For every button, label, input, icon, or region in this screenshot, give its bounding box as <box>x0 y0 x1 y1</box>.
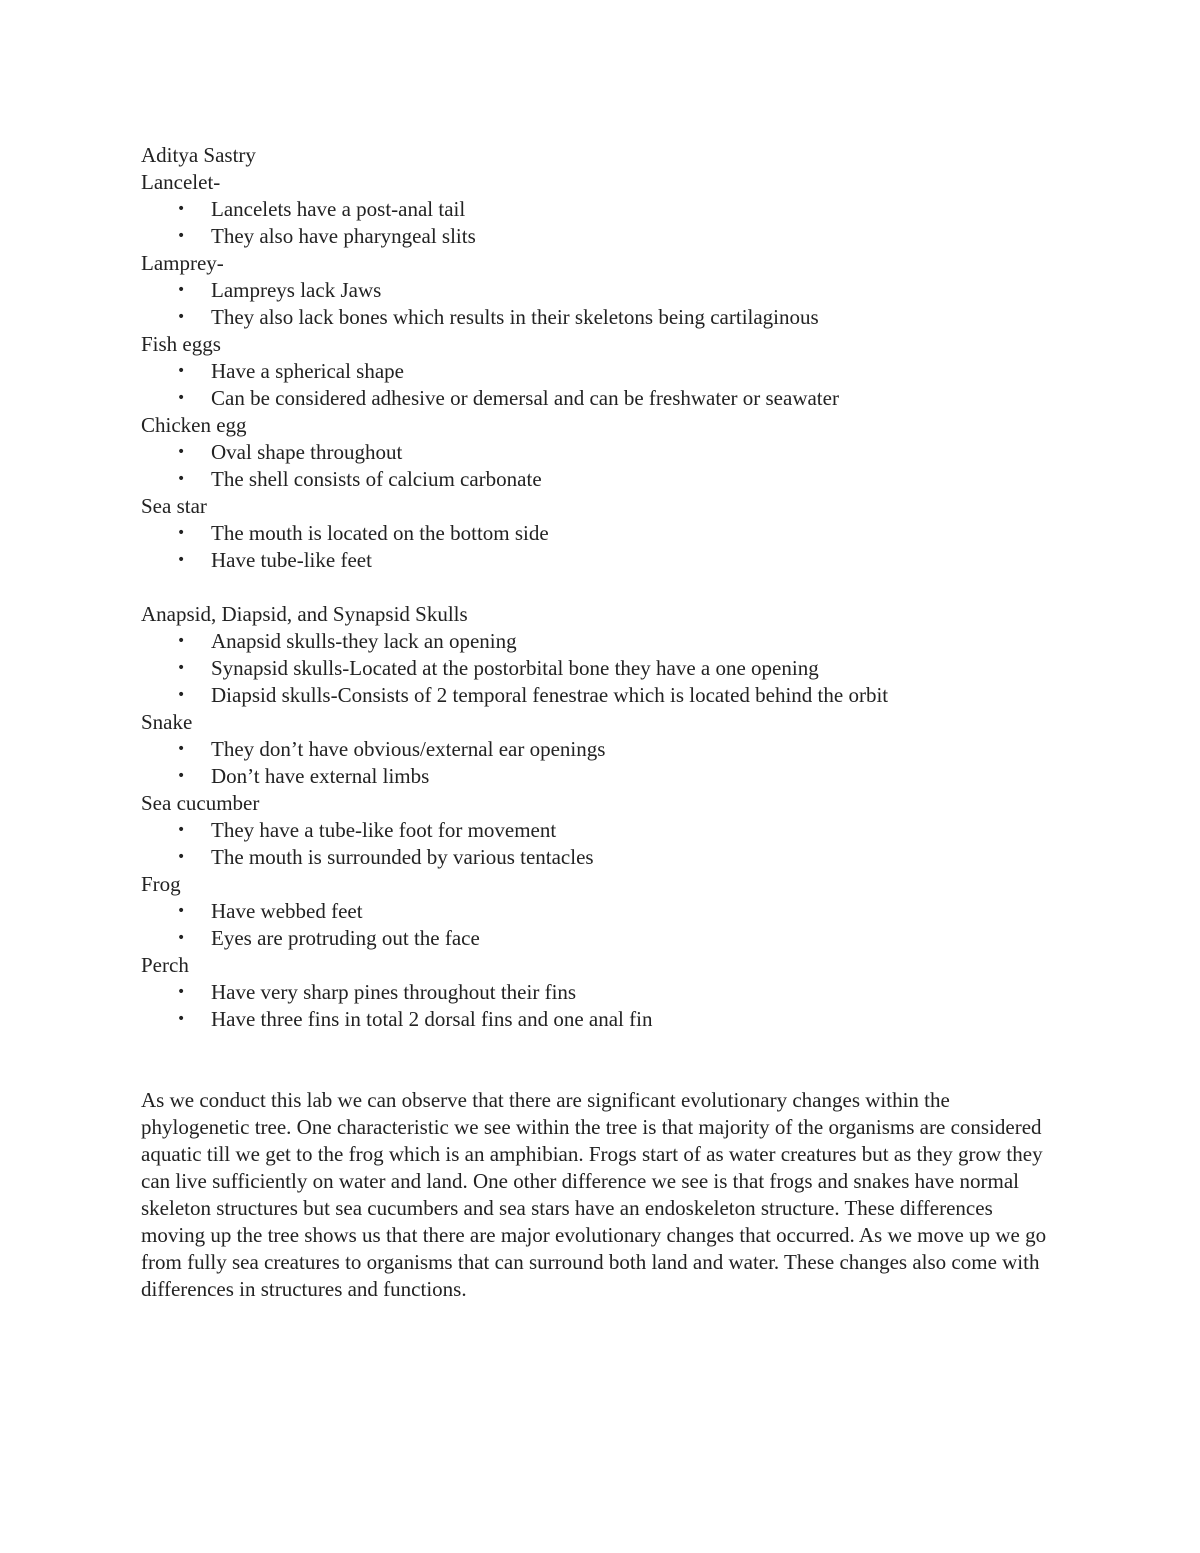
bullet-list <box>141 358 1061 412</box>
section-heading: Sea cucumber <box>141 791 260 815</box>
bullet-text: Anapsid skulls-they lack an opening <box>211 629 517 653</box>
bullet-item <box>141 466 1061 493</box>
bullet-list <box>141 898 1061 952</box>
bullet-dot-icon: • <box>177 471 186 487</box>
bullet-dot-icon: • <box>177 930 186 946</box>
bullet-item <box>141 763 1061 790</box>
bullet-dot-icon: • <box>177 390 186 406</box>
author-name: Aditya Sastry <box>141 143 256 167</box>
bullet-dot-icon: • <box>177 741 186 757</box>
bullet-item <box>141 196 1061 223</box>
bullet-text: Oval shape throughout <box>211 440 403 464</box>
bullet-item <box>141 223 1061 250</box>
bullet-list <box>141 979 1061 1033</box>
section-heading: Perch <box>141 953 189 977</box>
bullet-dot-icon: • <box>177 687 186 703</box>
bullet-text: Have webbed feet <box>211 899 363 923</box>
bullet-list <box>141 196 1061 250</box>
bullet-list <box>141 277 1061 331</box>
bullet-text: Synapsid skulls-Located at the postorbital bone they have a one opening <box>211 656 819 680</box>
bullet-list <box>141 628 1061 709</box>
bullet-dot-icon: • <box>177 768 186 784</box>
bullet-text: Don’t have external limbs <box>211 764 430 788</box>
bullet-text: Lancelets have a post-anal tail <box>211 197 466 221</box>
organism-notes-part-2 <box>141 601 1061 1033</box>
bullet-text: The shell consists of calcium carbonate <box>211 467 542 491</box>
bullet-item <box>141 898 1061 925</box>
bullet-dot-icon: • <box>177 1011 186 1027</box>
bullet-dot-icon: • <box>177 660 186 676</box>
bullet-item <box>141 844 1061 871</box>
bullet-dot-icon: • <box>177 525 186 541</box>
bullet-dot-icon: • <box>177 903 186 919</box>
bullet-list <box>141 736 1061 790</box>
bullet-item <box>141 385 1061 412</box>
bullet-item <box>141 628 1061 655</box>
bullet-dot-icon: • <box>177 228 186 244</box>
bullet-text: Diapsid skulls-Consists of 2 temporal fenestrae which is located behind the orbit <box>211 683 889 707</box>
bullet-text: They don’t have obvious/external ear openings <box>211 737 606 761</box>
section-heading: Lancelet- <box>141 170 221 194</box>
bullet-item <box>141 979 1061 1006</box>
section-heading: Lamprey- <box>141 251 224 275</box>
bullet-item <box>141 925 1061 952</box>
bullet-text: Lampreys lack Jaws <box>211 278 382 302</box>
section-heading: Chicken egg <box>141 413 247 437</box>
bullet-text: Have three fins in total 2 dorsal fins and one anal fin <box>211 1007 653 1031</box>
bullet-text: Can be considered adhesive or demersal and can be freshwater or seawater <box>211 386 839 410</box>
bullet-dot-icon: • <box>177 984 186 1000</box>
bullet-item <box>141 277 1061 304</box>
conclusion-paragraph: As we conduct this lab we can observe that there are significant evolutionary changes within the phylogenetic tree. One characteristic we see within the tree is that majority of the organisms are considered aquatic till we get to the frog which is an amphibian. Frogs start of as water creatures but as they grow they can live sufficiently on water and land. One other difference we see is that frogs and snakes have normal skeleton structures but sea cucumbers and sea stars have an endoskeleton structure. These differences moving up the tree shows us that there are major evolutionary changes that occurred. As we move up we go from fully sea creatures to organisms that can surround both land and water. These changes also come with differences in structures and functions. <box>141 1088 1047 1301</box>
bullet-list <box>141 520 1061 574</box>
bullet-item <box>141 1006 1061 1033</box>
section-heading: Frog <box>141 872 181 896</box>
bullet-dot-icon: • <box>177 201 186 217</box>
bullet-item <box>141 682 1061 709</box>
bullet-dot-icon: • <box>177 633 186 649</box>
document-page <box>141 142 1061 1303</box>
bullet-dot-icon: • <box>177 282 186 298</box>
bullet-item <box>141 520 1061 547</box>
bullet-text: Have tube-like feet <box>211 548 372 572</box>
organism-notes-part-1 <box>141 169 1061 574</box>
section-heading: Anapsid, Diapsid, and Synapsid Skulls <box>141 602 468 626</box>
bullet-text: They also have pharyngeal slits <box>211 224 476 248</box>
bullet-text: Have very sharp pines throughout their fins <box>211 980 577 1004</box>
bullet-item <box>141 304 1061 331</box>
bullet-item <box>141 655 1061 682</box>
bullet-text: Have a spherical shape <box>211 359 404 383</box>
bullet-dot-icon: • <box>177 552 186 568</box>
bullet-item <box>141 547 1061 574</box>
section-heading: Snake <box>141 710 193 734</box>
bullet-text: They also lack bones which results in their skeletons being cartilaginous <box>211 305 819 329</box>
bullet-item <box>141 817 1061 844</box>
bullet-dot-icon: • <box>177 309 186 325</box>
bullet-text: The mouth is located on the bottom side <box>211 521 549 545</box>
spacer <box>141 574 1061 601</box>
spacer <box>141 1033 1061 1087</box>
bullet-item <box>141 358 1061 385</box>
bullet-dot-icon: • <box>177 849 186 865</box>
bullet-text: The mouth is surrounded by various tentacles <box>211 845 594 869</box>
bullet-dot-icon: • <box>177 363 186 379</box>
section-heading: Fish eggs <box>141 332 221 356</box>
bullet-list <box>141 439 1061 493</box>
bullet-text: They have a tube-like foot for movement <box>211 818 557 842</box>
bullet-item <box>141 736 1061 763</box>
bullet-list <box>141 817 1061 871</box>
bullet-text: Eyes are protruding out the face <box>211 926 480 950</box>
section-heading: Sea star <box>141 494 207 518</box>
bullet-dot-icon: • <box>177 822 186 838</box>
bullet-dot-icon: • <box>177 444 186 460</box>
bullet-item <box>141 439 1061 466</box>
